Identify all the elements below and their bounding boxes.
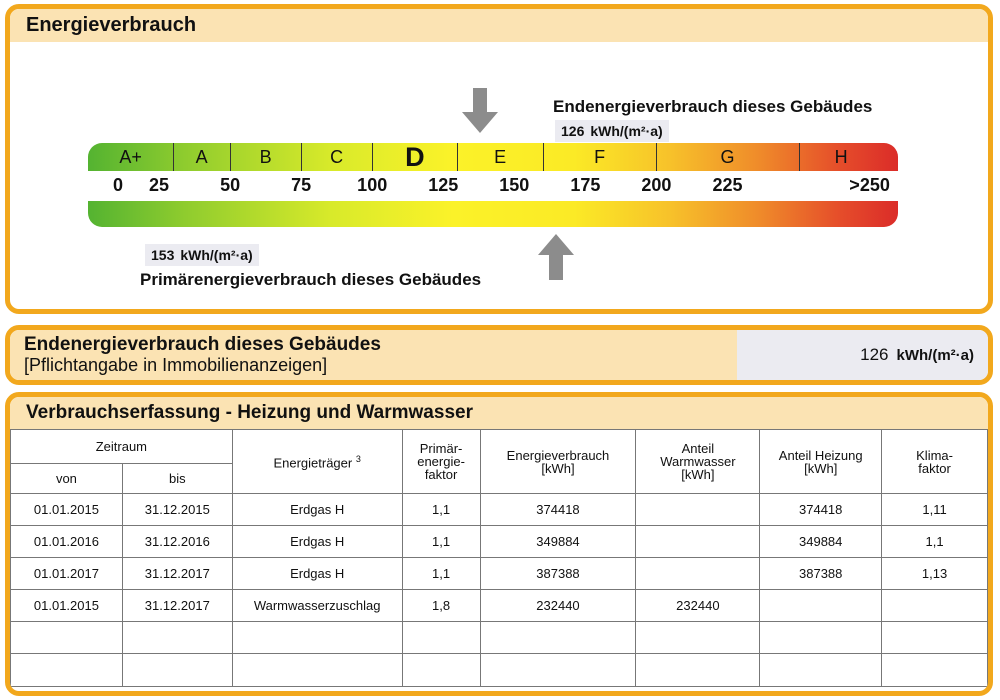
- scale-tick-label: 125: [428, 175, 459, 195]
- table-cell-verbrauch: 232440: [480, 590, 636, 622]
- summary-value-box: [737, 330, 988, 380]
- scale-tick-label: 175: [570, 175, 601, 195]
- summary-title: Endenergieverbrauch dieses Gebäudes: [24, 334, 381, 355]
- scale-tick-label: >250: [849, 175, 890, 195]
- table-cell-heizung: [760, 590, 882, 622]
- scale-class-a-plus: A+: [119, 147, 142, 167]
- table-cell-verbrauch: 349884: [480, 526, 636, 558]
- energy-panel-title: Energieverbrauch: [10, 9, 988, 42]
- scale-class-divider: [372, 143, 373, 171]
- scale-class-g: G: [720, 147, 735, 167]
- table-cell-klima: 1,1: [882, 526, 988, 558]
- scale-tick-label: 225: [712, 175, 743, 195]
- scale-tick-label: 100: [357, 175, 388, 195]
- header-period: Zeitraum: [11, 430, 233, 464]
- table-cell-traeger: [232, 622, 402, 654]
- table-cell-faktor: 1,1: [402, 558, 480, 590]
- header-carrier-note: 3: [355, 454, 361, 465]
- table-cell-bis: 31.12.2015: [122, 494, 232, 526]
- scale-class-a: A: [195, 147, 208, 167]
- scale-class-divider: [301, 143, 302, 171]
- scale-class-divider: [656, 143, 657, 171]
- table-cell-heizung: 349884: [760, 526, 882, 558]
- table-cell-heizung: 387388: [760, 558, 882, 590]
- table-cell-klima: [882, 590, 988, 622]
- table-row: [11, 590, 988, 622]
- consumption-panel-title: Verbrauchserfassung - Heizung und Warmwasser: [10, 397, 988, 429]
- scale-tick-label: 25: [149, 175, 170, 195]
- efficiency-scale-bottom-bar: [88, 201, 898, 227]
- scale-class-d: D: [405, 142, 425, 172]
- final-energy-label: Endenergieverbrauch dieses Gebäudes: [553, 97, 873, 116]
- table-row: [11, 654, 988, 687]
- summary-panel: [5, 325, 993, 385]
- table-cell-von: 01.01.2015: [11, 590, 123, 622]
- table-cell-klima: 1,11: [882, 494, 988, 526]
- table-cell-traeger: Erdgas H: [232, 558, 402, 590]
- table-cell-faktor: 1,1: [402, 494, 480, 526]
- table-cell-klima: [882, 622, 988, 654]
- table-cell-von: 01.01.2017: [11, 558, 123, 590]
- table-cell-warmwasser: [636, 654, 760, 687]
- scale-class-c: C: [330, 147, 344, 167]
- table-row: [11, 526, 988, 558]
- table-cell-bis: 31.12.2016: [122, 526, 232, 558]
- final-energy-arrow-icon: [461, 88, 499, 134]
- scale-class-b: B: [259, 147, 272, 167]
- scale-tick-label: 50: [220, 175, 241, 195]
- table-cell-faktor: [402, 622, 480, 654]
- table-cell-faktor: 1,8: [402, 590, 480, 622]
- scale-class-divider: [457, 143, 458, 171]
- header-heating: Anteil Heizung [kWh]: [760, 430, 882, 494]
- header-from: von: [11, 464, 123, 494]
- final-energy-value-box: [555, 120, 669, 142]
- table-cell-bis: 31.12.2017: [122, 590, 232, 622]
- table-cell-heizung: [760, 622, 882, 654]
- summary-subtitle: [Pflichtangabe in Immobilienanzeigen]: [24, 355, 328, 375]
- scale-tick-label: 75: [291, 175, 312, 195]
- final-energy-value: 126: [561, 123, 585, 139]
- table-cell-traeger: Erdgas H: [232, 494, 402, 526]
- table-cell-warmwasser: [636, 622, 760, 654]
- table-cell-traeger: [232, 654, 402, 687]
- scale-class-divider: [799, 143, 800, 171]
- header-carrier-label: Energieträger: [273, 455, 353, 471]
- table-cell-warmwasser: [636, 558, 760, 590]
- header-climate-factor: Klima- faktor: [882, 430, 988, 494]
- primary-energy-unit: kWh/(m²·a): [180, 247, 253, 263]
- table-cell-verbrauch: [480, 654, 636, 687]
- header-primary-factor: Primär- energie- faktor: [402, 430, 480, 494]
- table-cell-heizung: 374418: [760, 494, 882, 526]
- table-cell-traeger: Erdgas H: [232, 526, 402, 558]
- table-row: [11, 494, 988, 526]
- table-cell-faktor: 1,1: [402, 526, 480, 558]
- summary-value: 126: [860, 345, 889, 364]
- table-cell-klima: [882, 654, 988, 687]
- table-cell-von: [11, 622, 123, 654]
- primary-energy-value-box: [145, 244, 259, 266]
- scale-class-h: H: [834, 147, 848, 167]
- header-hot-water: Anteil Warmwasser [kWh]: [636, 430, 760, 494]
- table-cell-verbrauch: 387388: [480, 558, 636, 590]
- final-energy-unit: kWh/(m²·a): [590, 123, 663, 139]
- table-row: [11, 622, 988, 654]
- table-cell-bis: [122, 622, 232, 654]
- header-to: bis: [122, 464, 232, 494]
- scale-tick-label: 200: [641, 175, 672, 195]
- header-consumption: Energieverbrauch [kWh]: [480, 430, 636, 494]
- scale-tick-label: 150: [499, 175, 530, 195]
- scale-class-f: F: [594, 147, 606, 167]
- table-cell-warmwasser: [636, 494, 760, 526]
- table-cell-faktor: [402, 654, 480, 687]
- scale-class-divider: [543, 143, 544, 171]
- table-cell-traeger: Warmwasserzuschlag: [232, 590, 402, 622]
- scale-class-divider: [230, 143, 231, 171]
- consumption-table-body: [11, 494, 988, 687]
- consumption-record-panel: [5, 392, 993, 696]
- table-cell-warmwasser: 232440: [636, 590, 760, 622]
- consumption-table: [10, 429, 988, 687]
- primary-energy-value: 153: [151, 247, 175, 263]
- table-cell-warmwasser: [636, 526, 760, 558]
- header-carrier: [232, 430, 402, 494]
- table-cell-heizung: [760, 654, 882, 687]
- summary-unit: kWh/(m²·a): [896, 347, 974, 364]
- summary-label-block: [10, 330, 737, 380]
- table-row: [11, 558, 988, 590]
- table-cell-von: [11, 654, 123, 687]
- table-cell-von: 01.01.2016: [11, 526, 123, 558]
- table-cell-bis: [122, 654, 232, 687]
- scale-tick-label: 0: [112, 175, 124, 195]
- primary-energy-label: Primärenergieverbrauch dieses Gebäudes: [140, 270, 482, 289]
- table-cell-klima: 1,13: [882, 558, 988, 590]
- primary-energy-arrow-icon: [537, 234, 575, 280]
- table-cell-verbrauch: [480, 622, 636, 654]
- table-cell-verbrauch: 374418: [480, 494, 636, 526]
- scale-class-divider: [173, 143, 174, 171]
- scale-class-e: E: [494, 147, 507, 167]
- table-cell-bis: 31.12.2017: [122, 558, 232, 590]
- table-cell-von: 01.01.2015: [11, 494, 123, 526]
